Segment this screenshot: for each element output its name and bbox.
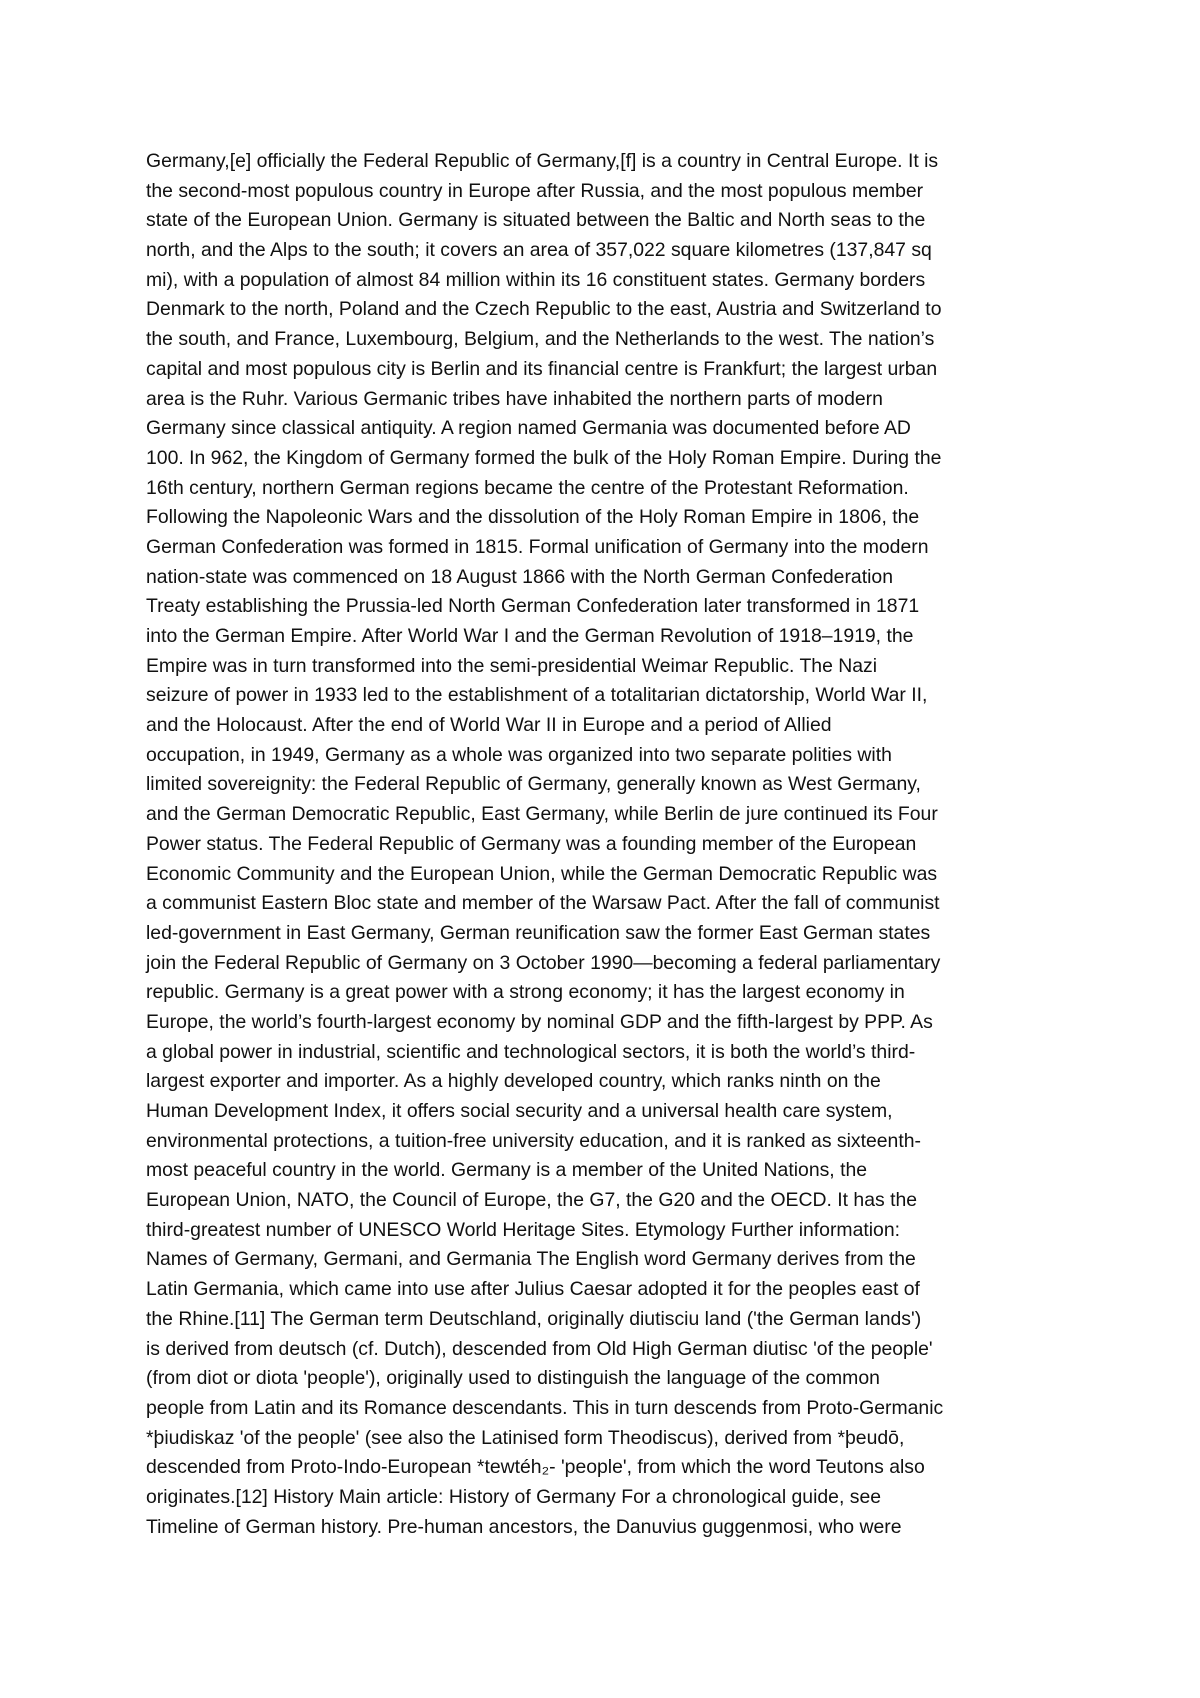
text-line: Names of Germany, Germani, and Germania The English word Germany derives from the bbox=[146, 1248, 916, 1271]
text-line: Latin Germania, which came into use after Julius Caesar adopted it for the peoples east of bbox=[146, 1278, 920, 1301]
text-line: Following the Napoleonic Wars and the dissolution of the Holy Roman Empire in 1806, the bbox=[146, 506, 920, 529]
text-line: the Rhine.[11] The German term Deutschland, originally diutisciu land ('the German lands') bbox=[146, 1307, 922, 1330]
text-line: a communist Eastern Bloc state and member of the Warsaw Pact. After the fall of communist bbox=[146, 892, 940, 915]
text-line: mi), with a population of almost 84 million within its 16 constituent states. Germany borders bbox=[146, 268, 926, 291]
text-line: into the German Empire. After World War I and the German Revolution of 1918–1919, the bbox=[146, 625, 914, 647]
text-line: European Union, NATO, the Council of Europe, the G7, the G20 and the OECD. It has the bbox=[146, 1189, 918, 1212]
text-line: originates.[12] History Main article: History of Germany For a chronological guide, see bbox=[146, 1485, 882, 1508]
text-line: *þiudiskaz 'of the people' (see also the Latinised form Theodiscus), derived from *þeudō, bbox=[146, 1426, 905, 1449]
text-line: the second-most populous country in Europe after Russia, and the most populous member bbox=[146, 179, 924, 202]
text-line: descended from Proto-Indo-European *tewtéh₂- 'people', from which the word Teutons also bbox=[146, 1456, 925, 1479]
text-line: largest exporter and importer. As a highly developed country, which ranks ninth on the bbox=[146, 1070, 881, 1093]
text-line: and the German Democratic Republic, East Germany, while Berlin de jure continued its Four bbox=[146, 803, 938, 826]
text-line: capital and most populous city is Berlin and its financial centre is Frankfurt; the largest urban bbox=[146, 357, 938, 380]
text-line bbox=[146, 1542, 943, 1572]
text-line: seizure of power in 1933 led to the establishment of a totalitarian dictatorship, World War II, bbox=[146, 684, 928, 707]
body-text bbox=[146, 147, 943, 1572]
text-line: occupation, in 1949, Germany as a whole was organized into two separate polities with bbox=[146, 743, 892, 766]
text-line: Human Development Index, it offers social security and a universal health care system, bbox=[146, 1100, 893, 1122]
text-line: third-greatest number of UNESCO World Heritage Sites. Etymology Further information: bbox=[146, 1218, 901, 1241]
text-line: state of the European Union. Germany is situated between the Baltic and North seas to the bbox=[146, 209, 926, 232]
text-line: join the Federal Republic of Germany on 3 October 1990—becoming a federal parliamentary bbox=[146, 951, 941, 974]
text-line: 100. In 962, the Kingdom of Germany formed the bulk of the Holy Roman Empire. During the bbox=[146, 446, 942, 469]
text-line: Germany,[e] officially the Federal Republic of Germany,[f] is a country in Central Europe. It is bbox=[146, 150, 939, 172]
text-line: and the Holocaust. After the end of World War II in Europe and a period of Allied bbox=[146, 714, 832, 737]
text-line: north, and the Alps to the south; it covers an area of 357,022 square kilometres (137,847 sq bbox=[146, 239, 932, 262]
text-line: is derived from deutsch (cf. Dutch), descended from Old High German diutisc 'of the people' bbox=[146, 1337, 933, 1360]
text-line: nation-state was commenced on 18 August 1866 with the North German Confederation bbox=[146, 565, 893, 588]
text-line: environmental protections, a tuition-free university education, and it is ranked as sixteenth- bbox=[146, 1129, 921, 1152]
text-line: (from diot or diota 'people'), originally used to distinguish the language of the common bbox=[146, 1367, 880, 1390]
text-line: Denmark to the north, Poland and the Czech Republic to the east, Austria and Switzerland to bbox=[146, 298, 942, 321]
text-line: the south, and France, Luxembourg, Belgium, and the Netherlands to the west. The nation’s bbox=[146, 328, 935, 351]
text-line: Europe, the world’s fourth-largest economy by nominal GDP and the fifth-largest by PPP. As bbox=[146, 1010, 933, 1033]
text-line: Germany since classical antiquity. A region named Germania was documented before AD bbox=[146, 417, 911, 440]
text-line: Power status. The Federal Republic of Germany was a founding member of the European bbox=[146, 832, 917, 855]
text-line: Economic Community and the European Union, while the German Democratic Republic was bbox=[146, 862, 938, 885]
text-line: a global power in industrial, scientific and technological sectors, it is both the world’s third- bbox=[146, 1040, 916, 1063]
text-line: most peaceful country in the world. Germany is a member of the United Nations, the bbox=[146, 1159, 868, 1182]
text-line: Treaty establishing the Prussia-led North German Confederation later transformed in 1871 bbox=[146, 595, 920, 618]
text-line: limited sovereignity: the Federal Republic of Germany, generally known as West Germany, bbox=[146, 773, 921, 796]
text-line: people from Latin and its Romance descendants. This in turn descends from Proto-Germanic bbox=[146, 1396, 944, 1419]
text-line: Timeline of German history. Pre-human ancestors, the Danuvius guggenmosi, who were bbox=[146, 1515, 902, 1538]
text-line: German Confederation was formed in 1815. Formal unification of Germany into the modern bbox=[146, 535, 929, 558]
text-line: republic. Germany is a great power with a strong economy; it has the largest economy in bbox=[146, 981, 905, 1004]
text-line: Empire was in turn transformed into the semi-presidential Weimar Republic. The Nazi bbox=[146, 654, 878, 677]
text-line: led-government in East Germany, German reunification saw the former East German states bbox=[146, 921, 931, 944]
text-line: 16th century, northern German regions became the centre of the Protestant Reformation. bbox=[146, 476, 909, 499]
text-line: area is the Ruhr. Various Germanic tribes have inhabited the northern parts of modern bbox=[146, 387, 883, 410]
